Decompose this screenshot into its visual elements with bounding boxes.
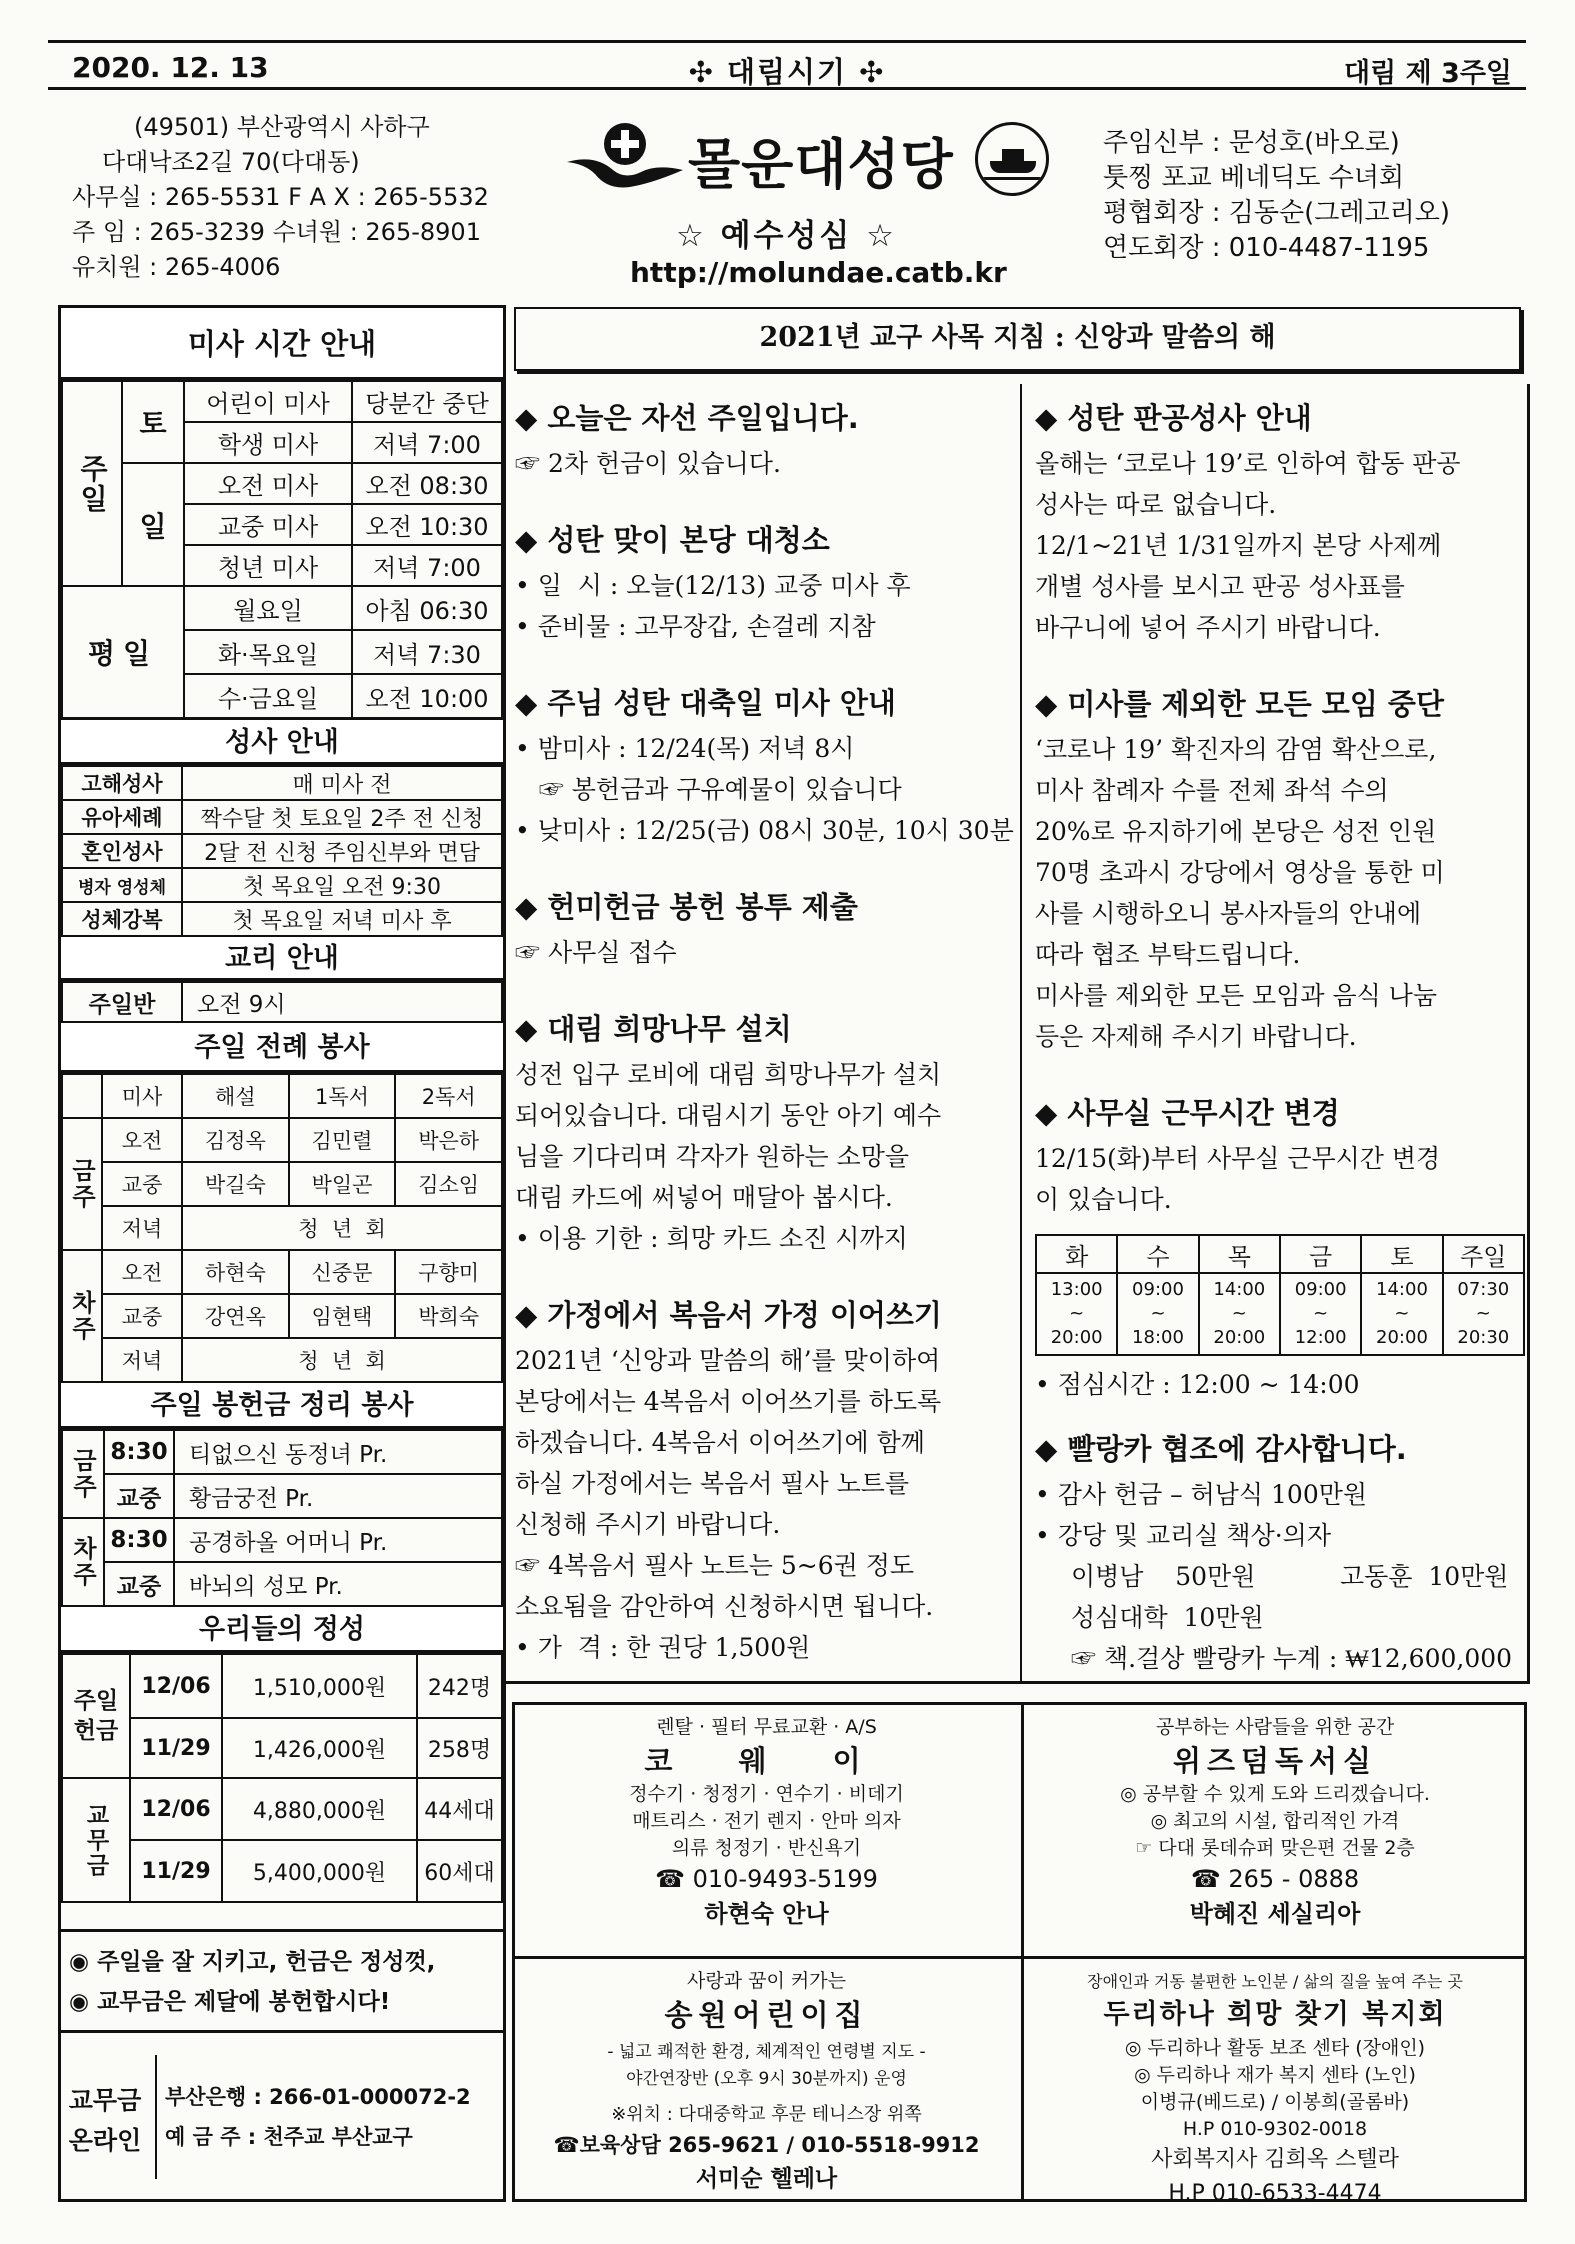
- top-bar: [48, 40, 1526, 90]
- offering-amount: 1,426,000원: [222, 1718, 417, 1778]
- notice-line: 미사를 제외한 모든 모임과 음식 나눔: [1035, 981, 1437, 1010]
- notice-line: 소요됨을 감안하여 신청하시면 됩니다.: [515, 1592, 934, 1621]
- mass-time: 오전 08:30: [352, 463, 502, 504]
- hours-day: 금: [1280, 1235, 1361, 1273]
- sacrament-name: 유아세례: [62, 800, 182, 834]
- sacrament-info: 2달 전 신청 주임신부와 면담: [182, 834, 502, 868]
- notice-line: 신청해 주시기 바랍니다.: [515, 1510, 781, 1539]
- ad-tagline: 사랑과 꿈이 커가는: [687, 1970, 846, 1992]
- notice-line: ☞ 봉헌금과 구유예물이 있습니다: [515, 775, 902, 804]
- notice-title: ◆ 성탄 맞이 본당 대청소: [515, 523, 830, 557]
- mass-times-table: [61, 380, 503, 719]
- ad-name: 두리하나 희망 찾기 복지회: [1103, 1999, 1447, 2030]
- reminder-line: ◉ 교무금은 제달에 봉헌합시다!: [69, 1989, 391, 2015]
- ad-tagline: 장애인과 거동 불편한 노인분 / 삶의 질을 높여 주는 곳: [1087, 1972, 1463, 1991]
- col-head: 2독서: [395, 1074, 502, 1118]
- catechism-title: 교리 안내: [61, 937, 503, 981]
- group-name: 티없으신 동정녀 Pr.: [174, 1430, 502, 1474]
- hours-day: 목: [1199, 1235, 1280, 1273]
- ad-coway: [515, 1714, 1018, 1932]
- hours-start: 14:00: [1376, 1279, 1428, 1300]
- tilde: ~: [1150, 1303, 1166, 1324]
- hours-range: [1443, 1273, 1524, 1355]
- next-week-label: 차주: [62, 1250, 102, 1382]
- notice-line: ☞ 2차 헌금이 있습니다.: [515, 449, 781, 478]
- hours-day: 주일: [1443, 1235, 1524, 1273]
- hours-start: 14:00: [1213, 1279, 1266, 1300]
- donor: 고동훈 10만원: [1340, 1562, 1509, 1591]
- notice-line: ☞ 사무실 접수: [515, 938, 677, 967]
- mass-name: 청년 미사: [184, 545, 352, 586]
- ad-durihana: [1025, 1968, 1525, 2211]
- ad-name: 위즈덤독서실: [1172, 1744, 1378, 1778]
- ad-contact: 서미순 헬레나: [695, 2166, 838, 2192]
- notice-line: 바구니에 넣어 주시기 바랍니다.: [1035, 613, 1381, 642]
- this-week-label: 금주: [62, 1118, 102, 1250]
- sacrament-table: [61, 765, 503, 937]
- notice-line: 개별 성사를 보시고 판공 성사표를: [1035, 572, 1405, 601]
- notice-line: 본당에서는 4복음서 이어쓰기를 하도록: [515, 1387, 942, 1416]
- notices-left: [515, 396, 1020, 1668]
- youth-group: 청 년 회: [182, 1206, 502, 1250]
- notice-line: 사를 시행하오니 봉사자들의 안내에: [1035, 899, 1422, 928]
- sacrament-info: 첫 목요일 오전 9:30: [182, 868, 502, 902]
- dues-count: 60세대: [417, 1840, 502, 1902]
- notice-line: • 준비물 : 고무장갑, 손걸레 지참: [515, 612, 876, 641]
- left-column: [58, 305, 506, 2202]
- ad-line: 이병규(베드로) / 이봉희(골롬바): [1140, 2091, 1410, 2113]
- office-phone: 사무실 : 265-5531 F A X : 265-5532: [72, 183, 489, 211]
- dues-amount: 4,880,000원: [222, 1778, 417, 1840]
- sacrament-info: 첫 목요일 저녁 미사 후: [182, 902, 502, 936]
- notice-line: • 낮미사 : 12/25(금) 08시 30분, 10시 30분: [515, 816, 1014, 845]
- sisters: 툿찡 포교 베네딕도 수녀회: [1103, 163, 1405, 193]
- notice-line: 올해는 ‘코로나 19’로 인하여 합동 판공: [1035, 449, 1461, 478]
- liturgy-table: [61, 1073, 503, 1383]
- lunch-time: • 점심시간 : 12:00 ~ 14:00: [1035, 1370, 1360, 1399]
- donor-row: [1035, 1556, 1530, 1597]
- mass-label: 8:30: [104, 1518, 174, 1562]
- sacrament-name: 고해성사: [62, 766, 182, 800]
- catechism-label: 주일반: [62, 982, 182, 1022]
- parish-motto: ☆ 예수성심 ☆: [676, 218, 897, 254]
- online-label: 교무금 온라인: [68, 2086, 142, 2155]
- hours-range: [1199, 1273, 1280, 1355]
- notice-line: ☞ 4복음서 필사 노트는 5~6권 정도: [515, 1551, 915, 1580]
- notice-line: • 가 격 : 한 권당 1,500원: [515, 1633, 811, 1662]
- address-line: (49501) 부산광역시 사하구: [134, 113, 430, 141]
- parish-url[interactable]: http://molundae.catb.kr: [630, 256, 1007, 289]
- sacrament-name: 병자 영성체: [62, 868, 182, 902]
- notice-line: 성전 입구 로비에 대림 희망나무가 설치: [515, 1060, 942, 1089]
- tilde: ~: [1231, 1303, 1247, 1324]
- reader-1: 김민렬: [289, 1118, 396, 1162]
- commentator: 강연옥: [182, 1294, 289, 1338]
- mass-times-title: 미사 시간 안내: [61, 308, 503, 380]
- hours-day: 토: [1361, 1235, 1442, 1273]
- mass-time: 저녁 7:00: [352, 422, 502, 463]
- col-head: 미사: [102, 1074, 182, 1118]
- parish-logo: [565, 118, 685, 202]
- col-head: 1독서: [289, 1074, 396, 1118]
- ad-wisdom: [1025, 1714, 1525, 1932]
- ad-contact: 박혜진 세실리아: [1189, 1900, 1361, 1928]
- notice-line: 하겠습니다. 4복음서 이어쓰기에 함께: [515, 1428, 925, 1457]
- ad-phone: H.P 010-6533-4474: [1168, 2181, 1382, 2206]
- group-name: 공경하올 어머니 Pr.: [174, 1518, 502, 1562]
- ad-line: ※위치 : 다대중학교 후문 테니스장 위쪽: [611, 2104, 922, 2125]
- sacrament-info: 매 미사 전: [182, 766, 502, 800]
- hours-end: 20:00: [1050, 1327, 1103, 1348]
- catechism-time: 오전 9시: [182, 982, 502, 1022]
- offering-service-title: 주일 봉헌금 정리 봉사: [61, 1383, 503, 1429]
- catechism-table: [61, 981, 503, 1023]
- mass-time: 아침 06:30: [352, 586, 502, 630]
- commentator: 하현숙: [182, 1250, 289, 1294]
- blank-cell: [62, 1074, 102, 1118]
- mass-label: 교중: [102, 1294, 182, 1338]
- hours-range: [1280, 1273, 1361, 1355]
- council-president: 평협회장 : 김동순(그레고리오): [1103, 198, 1450, 228]
- tilde: ~: [1069, 1303, 1085, 1324]
- hours-range: [1117, 1273, 1198, 1355]
- tilde: ~: [1394, 1303, 1410, 1324]
- parish-name: 몰운대성당: [688, 133, 954, 196]
- notice-title: ◆ 오늘은 자선 주일입니다.: [515, 401, 859, 435]
- notice-line: 12/15(화)부터 사무실 근무시간 변경: [1035, 1144, 1441, 1173]
- ad-contact: 하현숙 안나: [704, 1900, 829, 1928]
- youth-group: 청 년 회: [182, 1338, 502, 1382]
- ad-phone: ☎ 010-9493-5199: [655, 1865, 878, 1893]
- mass-label: 저녁: [102, 1206, 182, 1250]
- donor: 이병남 50만원: [1071, 1562, 1256, 1591]
- offering-date: 11/29: [130, 1718, 222, 1778]
- ad-contact: 사회복지사 김희옥 스텔라: [1151, 2147, 1399, 2172]
- rectory-phone: 주 임 : 265-3239 수녀원 : 265-8901: [72, 218, 481, 246]
- notice-line: 성사는 따로 없습니다.: [1035, 490, 1277, 519]
- notice-line: 2021년 ‘신앙과 말씀의 해’를 맞이하여: [515, 1346, 941, 1375]
- thanks-title: ◆ 빨랑카 협조에 감사합니다.: [1035, 1432, 1407, 1466]
- sacrament-title: 성사 안내: [61, 719, 503, 765]
- sunday-offering-label: 주일헌금: [62, 1654, 130, 1778]
- mass-time: 저녁 7:00: [352, 545, 502, 586]
- hours-start: 09:00: [1294, 1279, 1347, 1300]
- notice-title: ◆ 주님 성탄 대축일 미사 안내: [515, 686, 896, 720]
- notice-line: • 밤미사 : 12/24(목) 저녁 8시: [515, 734, 855, 763]
- hours-end: 20:00: [1376, 1327, 1428, 1348]
- notice-title: ◆ 미사를 제외한 모든 모임 중단: [1035, 687, 1444, 721]
- notice-line: 등은 자제해 주시기 바랍니다.: [1035, 1022, 1357, 1051]
- sincerity-title: 우리들의 정성: [61, 1607, 503, 1653]
- thanks-line: • 감사 헌금 – 허남식 100만원: [1035, 1480, 1368, 1509]
- col-head: 해설: [182, 1074, 289, 1118]
- hours-end: 12:00: [1294, 1327, 1347, 1348]
- reminder-line: ◉ 주일을 잘 지키고, 헌금은 정성껏,: [69, 1949, 436, 1975]
- reader-1: 박일곤: [289, 1162, 396, 1206]
- notice-line: 미사 참례자 수를 전체 좌석 수의: [1035, 776, 1389, 805]
- notice-title: ◆ 헌미헌금 봉헌 봉투 제출: [515, 890, 858, 924]
- office-hours-table: [1035, 1234, 1525, 1356]
- notice-line: 하실 가정에서는 복음서 필사 노트를: [515, 1469, 910, 1498]
- liturgical-week: 대림 제 3주일: [1344, 58, 1512, 89]
- hours-start: 09:00: [1132, 1279, 1184, 1300]
- notice-line: ‘코로나 19’ 확진자의 감염 확산으로,: [1035, 735, 1437, 764]
- reader-1: 임현택: [289, 1294, 396, 1338]
- offering-amount: 1,510,000원: [222, 1654, 417, 1718]
- notice-line: 20%로 유지하기에 본당은 성전 인원: [1035, 817, 1437, 846]
- palanca-total: ☞ 책.걸상 빨랑카 누계 : ₩12,600,000: [1071, 1644, 1513, 1673]
- ad-line: 의류 청정기 · 반신욕기: [671, 1837, 862, 1859]
- sacrament-name: 혼인성사: [62, 834, 182, 868]
- mass-time: 저녁 7:30: [352, 630, 502, 674]
- hours-start: 13:00: [1050, 1279, 1103, 1300]
- commentator: 박길숙: [182, 1162, 289, 1206]
- guideline-banner: [514, 307, 1521, 371]
- next-week-label: 차주: [62, 1518, 104, 1606]
- group-name: 황금궁전 Pr.: [174, 1474, 502, 1518]
- ad-phone: ☎ 265 - 0888: [1190, 1865, 1360, 1893]
- liturgical-season: ✣ 대림시기 ✣: [688, 55, 886, 89]
- ad-line: ◎ 최고의 시설, 합리적인 가격: [1150, 1810, 1400, 1832]
- donor: 성심대학 10만원: [1071, 1603, 1264, 1632]
- address-line: 다대낙조2길 70(다대동): [102, 148, 360, 176]
- notice-line: 되어있습니다. 대림시기 동안 아기 예수: [515, 1101, 942, 1130]
- kindergarten-phone: 유치원 : 265-4006: [72, 253, 281, 281]
- dues-date: 12/06: [130, 1778, 222, 1840]
- offering-service-table: [61, 1429, 503, 1607]
- mass-name: 교중 미사: [184, 504, 352, 545]
- sacrament-info: 짝수달 첫 토요일 2주 전 신청: [182, 800, 502, 834]
- notice-title: ◆ 성탄 판공성사 안내: [1035, 401, 1312, 435]
- account-holder: 예 금 주 : 천주교 부산교구: [165, 2125, 413, 2149]
- ad-line: 정수기 · 청정기 · 연수기 · 비데기: [629, 1783, 904, 1805]
- ad-line: ◎ 두리하나 활동 보조 센타 (장애인): [1124, 2037, 1426, 2059]
- mass-time: 오전 10:30: [352, 504, 502, 545]
- mass-name: 학생 미사: [184, 422, 352, 463]
- hours-range: [1361, 1273, 1442, 1355]
- guideline-text: 2021년 교구 사목 지침 : 신앙과 말씀의 해: [759, 322, 1276, 353]
- dues-count: 44세대: [417, 1778, 502, 1840]
- ad-line: - 넓고 쾌적한 환경, 체계적인 연령별 지도 -: [607, 2042, 926, 2062]
- ad-phone: H.P 010-9302-0018: [1182, 2118, 1368, 2140]
- dues-label: 교무금: [62, 1778, 130, 1902]
- reader-2: 김소임: [395, 1162, 502, 1206]
- commentator: 김정옥: [182, 1118, 289, 1162]
- dues-date: 11/29: [130, 1840, 222, 1902]
- mass-name: 어린이 미사: [184, 381, 352, 422]
- ad-line: 야간연장반 (오후 9시 30분까지) 운영: [626, 2069, 907, 2089]
- reader-2: 박희숙: [395, 1294, 502, 1338]
- ad-line: 매트리스 · 전기 렌지 · 안마 의자: [632, 1810, 901, 1832]
- mass-name: 오전 미사: [184, 463, 352, 504]
- ad-line: ◎ 공부할 수 있게 도와 드리겠습니다.: [1120, 1783, 1430, 1805]
- ad-tagline: 공부하는 사람들을 위한 공간: [1155, 1716, 1395, 1738]
- hours-start: 07:30: [1457, 1279, 1510, 1300]
- mass-time: 오전 10:00: [352, 674, 502, 718]
- reader-2: 구향미: [395, 1250, 502, 1294]
- notice-line: 님을 기다리며 각자가 원하는 소망을: [515, 1142, 910, 1171]
- notice-line: • 일 시 : 오늘(12/13) 교중 미사 후: [515, 571, 911, 600]
- notice-line: 따라 협조 부탁드립니다.: [1035, 940, 1301, 969]
- notice-title: ◆ 가정에서 복음서 가정 이어쓰기: [515, 1298, 942, 1332]
- sunday-label: 주일: [62, 381, 122, 586]
- mass-name: 수·금요일: [184, 674, 352, 718]
- bank-account: 부산은행 : 266-01-000072-2: [165, 2085, 471, 2109]
- ad-songwon: [515, 1968, 1018, 2196]
- sacrament-name: 성체강복: [62, 902, 182, 936]
- ad-tagline: 렌탈 · 필터 무료교환 · A/S: [656, 1716, 877, 1738]
- hours-end: 20:00: [1213, 1327, 1266, 1348]
- thanks-line: • 강당 및 교리실 책상·의자: [1035, 1521, 1331, 1550]
- mass-label: 8:30: [104, 1430, 174, 1474]
- ad-name: 송원어린이집: [664, 1998, 869, 2032]
- mass-label: 오전: [102, 1118, 182, 1162]
- notice-line: 70명 초과시 강당에서 영상을 통한 미: [1035, 858, 1445, 887]
- hours-range: [1036, 1273, 1117, 1355]
- ship-icon: [975, 122, 1049, 196]
- hours-day: 수: [1117, 1235, 1198, 1273]
- mass-time: 당분간 중단: [352, 381, 502, 422]
- address-block: [72, 110, 489, 285]
- this-week-label: 금주: [62, 1430, 104, 1518]
- mass-name: 화·목요일: [184, 630, 352, 674]
- weekday-label: 평일: [62, 586, 184, 718]
- notice-line: 12/1~21년 1/31일까지 본당 사제께: [1035, 531, 1442, 560]
- reader-1: 신중문: [289, 1250, 396, 1294]
- notices-right: [1035, 396, 1530, 1679]
- saturday-label: 토: [122, 381, 184, 463]
- mass-label: 교중: [104, 1474, 174, 1518]
- offering-count: 258명: [417, 1718, 502, 1778]
- hours-day: 화: [1036, 1235, 1117, 1273]
- liturgy-title: 주일 전례 봉사: [61, 1023, 503, 1073]
- mass-label: 저녁: [102, 1338, 182, 1382]
- hours-end: 20:30: [1457, 1327, 1510, 1348]
- ad-line: ☞ 다대 롯데슈퍼 맞은편 건물 2층: [1135, 1837, 1415, 1859]
- notice-line: • 이용 기한 : 희망 카드 소진 시까지: [515, 1224, 908, 1253]
- ad-name: 코 웨 이: [644, 1744, 889, 1778]
- notice-title: ◆ 대림 희망나무 설치: [515, 1012, 792, 1046]
- pastor: 주임신부 : 문성호(바오로): [1103, 128, 1400, 158]
- reminder-box: [61, 1929, 503, 2033]
- offering-count: 242명: [417, 1654, 502, 1718]
- sincerity-table: [61, 1653, 503, 1903]
- reader-2: 박은하: [395, 1118, 502, 1162]
- dues-amount: 5,400,000원: [222, 1840, 417, 1902]
- ad-phone: ☎보육상담 265-9621 / 010-5518-9912: [553, 2133, 980, 2157]
- notice-title: ◆ 사무실 근무시간 변경: [1035, 1096, 1340, 1130]
- mass-label: 오전: [102, 1250, 182, 1294]
- ad-line: ◎ 두리하나 재가 복지 센타 (노인): [1134, 2064, 1416, 2086]
- offering-date: 12/06: [130, 1654, 222, 1718]
- staff-block: [1103, 126, 1450, 266]
- tilde: ~: [1475, 1303, 1491, 1324]
- issue-date: 2020. 12. 13: [72, 51, 269, 84]
- group-name: 바뇌의 성모 Pr.: [174, 1562, 502, 1606]
- notice-line: 이 있습니다.: [1035, 1185, 1172, 1214]
- notice-line: 대림 카드에 써넣어 매달아 봅시다.: [515, 1183, 893, 1212]
- sunday-day-label: 일: [122, 463, 184, 586]
- wave-cross-icon: [565, 118, 685, 198]
- tilde: ~: [1313, 1303, 1329, 1324]
- mass-label: 교중: [102, 1162, 182, 1206]
- hours-end: 18:00: [1132, 1327, 1184, 1348]
- yeondo-president: 연도회장 : 010-4487-1195: [1103, 233, 1430, 263]
- mass-name: 월요일: [184, 586, 352, 630]
- online-box: [61, 2055, 503, 2179]
- mass-label: 교중: [104, 1562, 174, 1606]
